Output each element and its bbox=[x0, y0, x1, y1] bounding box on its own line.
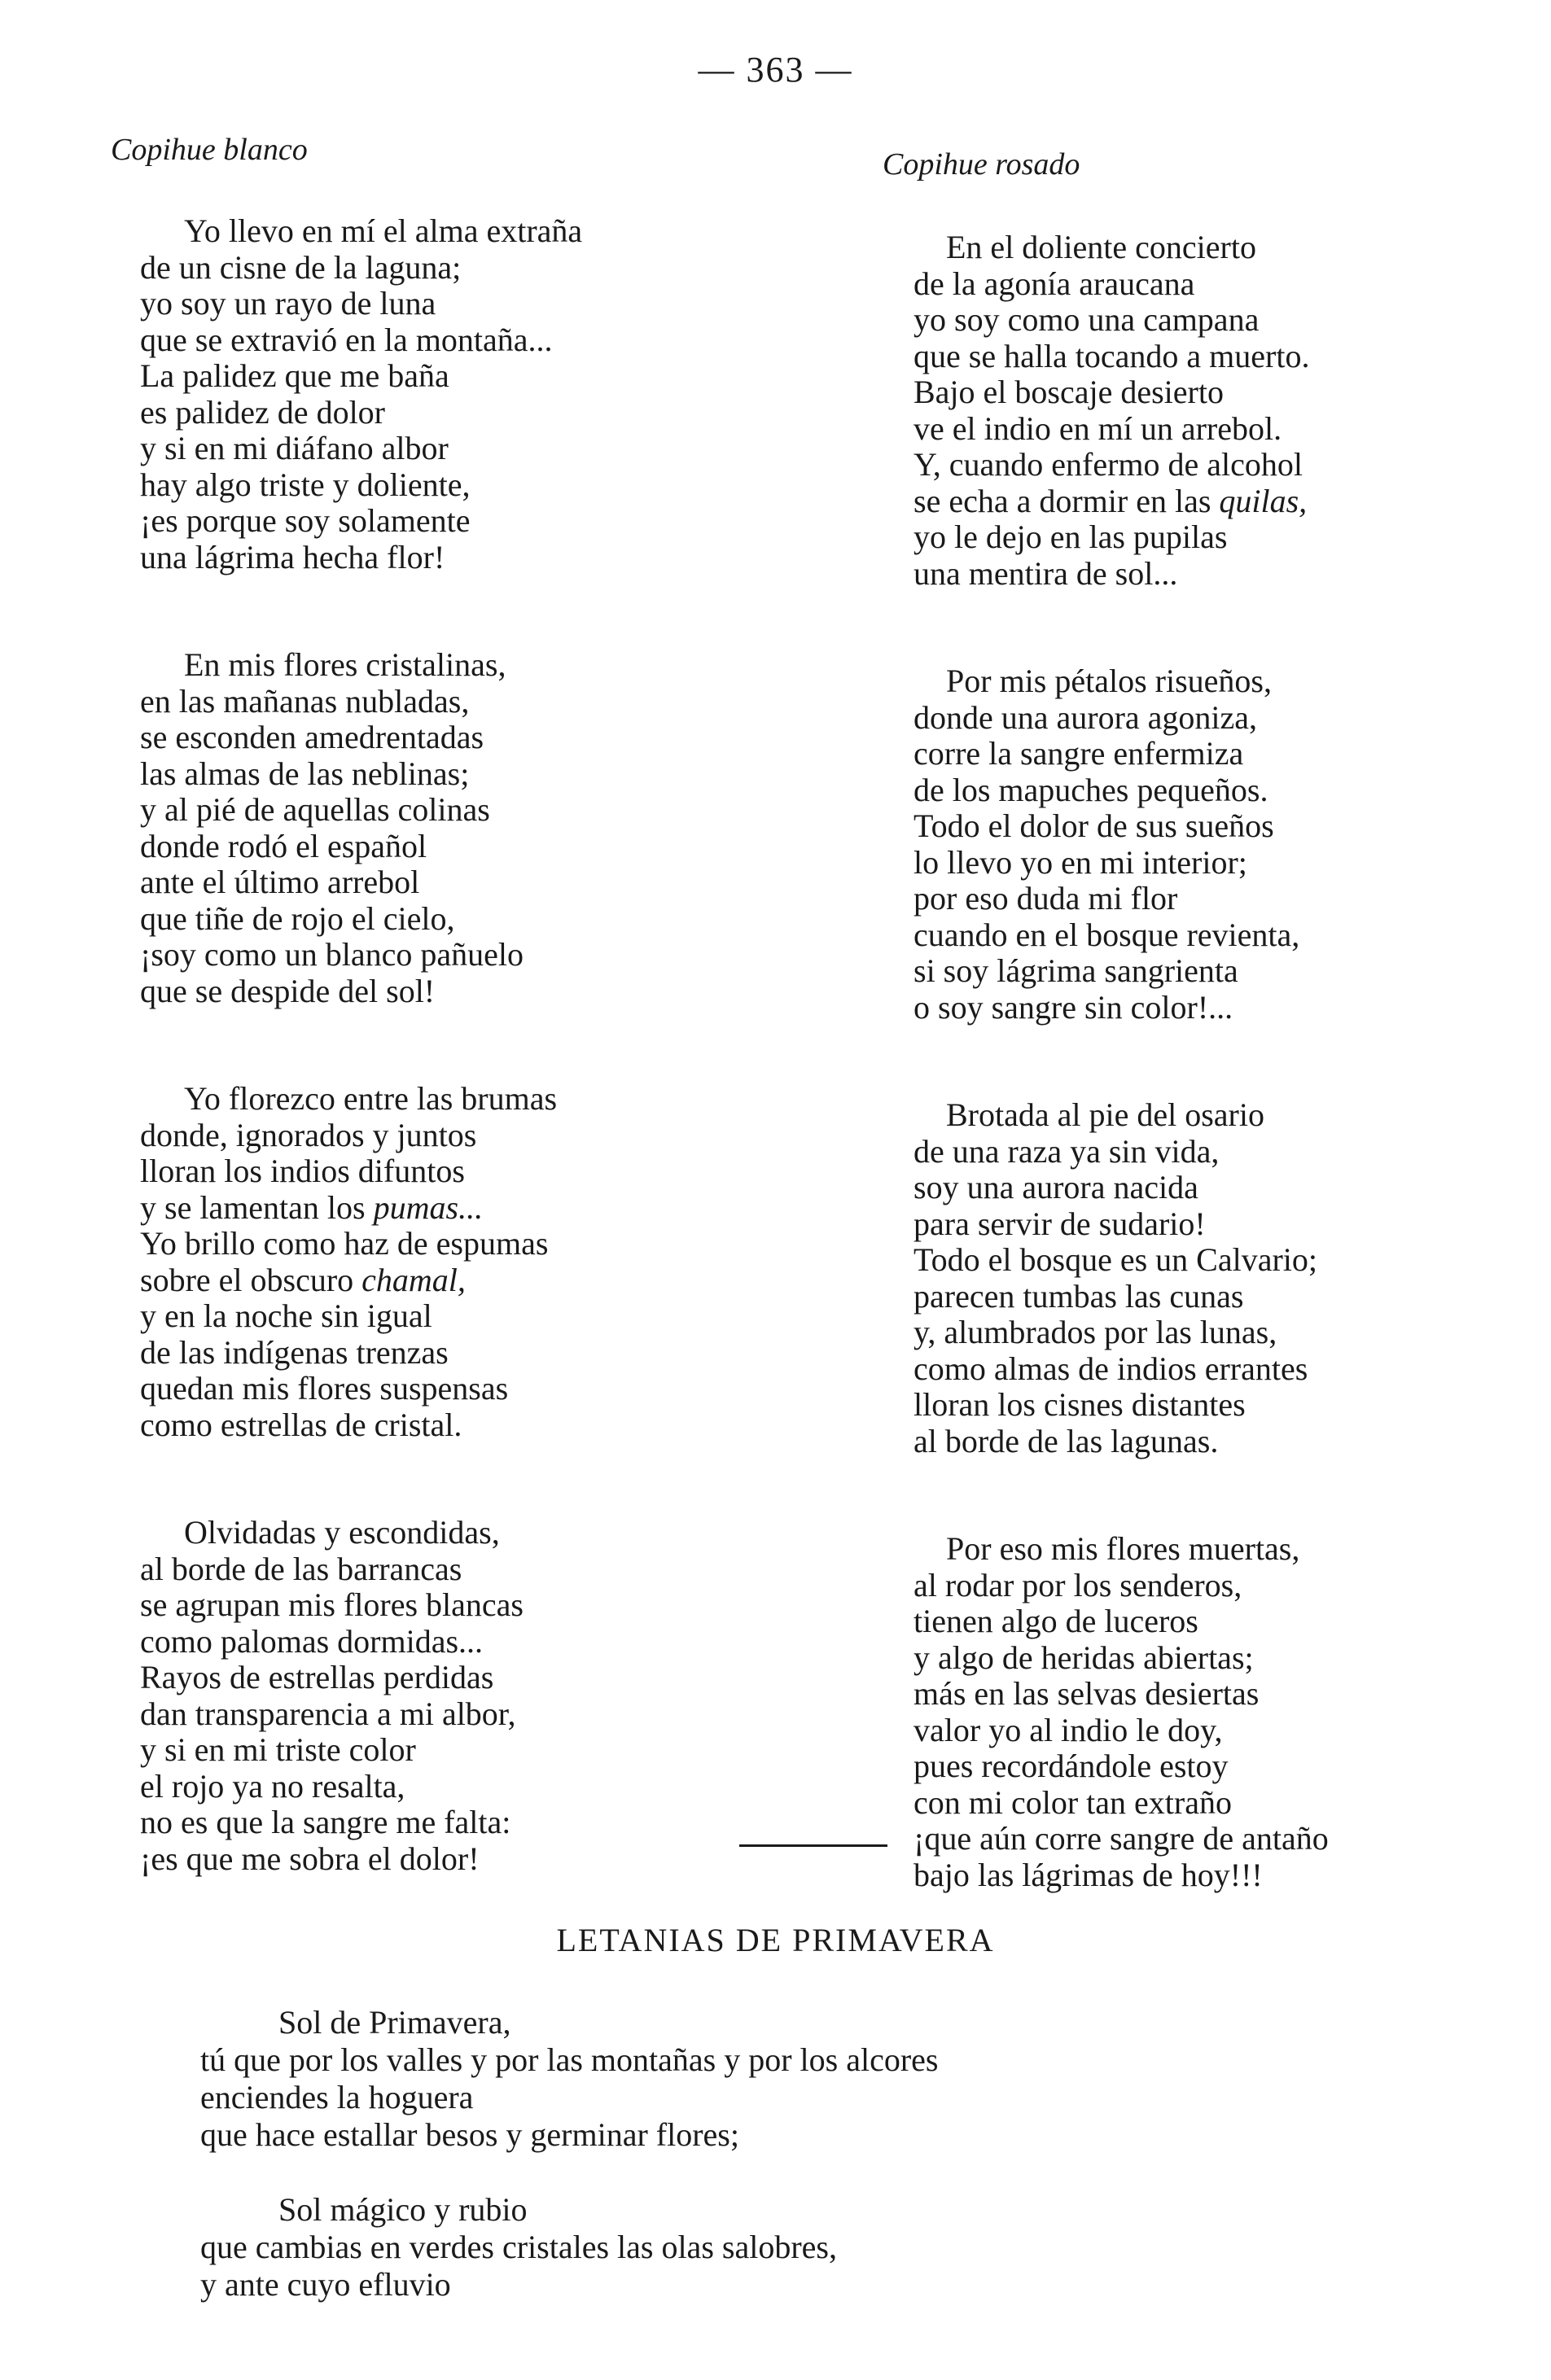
verse-line: de las indígenas trenzas bbox=[140, 1333, 449, 1371]
stanza bbox=[879, 663, 1514, 1026]
verse-line: se agrupan mis flores blancas bbox=[140, 1586, 524, 1623]
verse-line: Bajo el boscaje desierto bbox=[914, 374, 1224, 410]
verse-line: pues recordándole estoy bbox=[914, 1748, 1229, 1784]
verse-line: Sol de Primavera, bbox=[278, 2004, 511, 2041]
poem-title-left: Copihue blanco bbox=[111, 133, 308, 167]
left-column bbox=[111, 132, 803, 1949]
verse-line: yo soy como una campana bbox=[914, 301, 1260, 338]
verse-line: donde una aurora agoniza, bbox=[914, 698, 1258, 736]
verse-line: Yo llevo en mí el alma extraña bbox=[184, 212, 583, 249]
verse-line: que hace estallar besos y germinar flores; bbox=[200, 2116, 739, 2153]
verse-line: yo le dejo en las pupilas bbox=[914, 518, 1228, 555]
verse-line: al borde de las barrancas bbox=[140, 1550, 462, 1587]
verse-line: para servir de sudario! bbox=[914, 1205, 1206, 1242]
verse-line: y al pié de aquellas colinas bbox=[140, 791, 490, 828]
verse-line: no es que la sangre me falta: bbox=[140, 1804, 511, 1840]
verse-line: quedan mis flores suspensas bbox=[140, 1370, 509, 1407]
stanza bbox=[879, 1531, 1514, 1893]
verse-line: lo llevo yo en mi interior; bbox=[914, 843, 1247, 881]
verse-line: que cambias en verdes cristales las olas salobres, bbox=[200, 2229, 837, 2265]
verse-line: Yo brillo como haz de espumas bbox=[140, 1225, 549, 1262]
verse-line: y si en mi diáfano albor bbox=[140, 430, 449, 466]
verse-line: hay algo triste y doliente, bbox=[140, 466, 471, 503]
verse-line: valor yo al indio le doy, bbox=[914, 1711, 1223, 1748]
verse-line: ¡es porque soy solamente bbox=[140, 502, 471, 539]
verse-line: el rojo ya no resalta, bbox=[140, 1767, 405, 1805]
verse-line: lloran los indios difuntos bbox=[140, 1153, 465, 1189]
verse-line: como almas de indios errantes bbox=[914, 1350, 1308, 1387]
verse-line: cuando en el bosque revienta, bbox=[914, 916, 1300, 953]
section-divider bbox=[739, 1844, 887, 1847]
poem-title-right: Copihue rosado bbox=[883, 147, 1080, 182]
verse-line: como estrellas de cristal. bbox=[140, 1406, 462, 1443]
verse-line: Todo el bosque es un Calvario; bbox=[914, 1241, 1317, 1278]
verse-line: bajo las lágrimas de hoy!!! bbox=[914, 1856, 1263, 1893]
stanza bbox=[200, 2004, 1470, 2154]
verse-line: de los mapuches pequeños. bbox=[914, 771, 1268, 808]
stanza bbox=[111, 1515, 803, 1877]
verse-line: por eso duda mi flor bbox=[914, 880, 1178, 917]
verse-line: Sol mágico y rubio bbox=[278, 2191, 528, 2228]
verse-line: ¡que aún corre sangre de antaño bbox=[914, 1820, 1329, 1857]
verse-line: ante el último arrebol bbox=[140, 864, 420, 900]
verse-line: es palidez de dolor bbox=[140, 393, 385, 431]
verse-line: donde, ignorados y juntos bbox=[140, 1116, 477, 1153]
verse-line: y se lamentan los pumas... bbox=[140, 1188, 484, 1226]
verse-line: de la agonía araucana bbox=[914, 265, 1195, 302]
verse-line: yo soy un rayo de luna bbox=[140, 285, 436, 322]
verse-line: donde rodó el español bbox=[140, 827, 427, 864]
verse-line: corre la sangre enfermiza bbox=[914, 735, 1244, 772]
verse-line: dan transparencia a mi albor, bbox=[140, 1695, 516, 1732]
verse-line: una mentira de sol... bbox=[914, 554, 1178, 592]
verse-line: soy una aurora nacida bbox=[914, 1169, 1198, 1205]
verse-line: parecen tumbas las cunas bbox=[914, 1277, 1244, 1315]
page-number: — 363 — bbox=[698, 50, 853, 90]
verse-line: y ante cuyo efluvio bbox=[200, 2266, 451, 2303]
verse-line: se esconden amedrentadas bbox=[140, 719, 484, 755]
verse-line: En el doliente concierto bbox=[946, 229, 1256, 265]
verse-line: si soy lágrima sangrienta bbox=[914, 952, 1238, 989]
verse-line: que se extravió en la montaña... bbox=[140, 321, 553, 358]
verse-line: Por eso mis flores muertas, bbox=[946, 1530, 1300, 1567]
verse-line: que se despide del sol! bbox=[140, 972, 436, 1009]
right-column bbox=[879, 147, 1514, 1965]
verse-line: y algo de heridas abiertas; bbox=[914, 1638, 1254, 1676]
stanza bbox=[879, 1097, 1514, 1459]
verse-line: Todo el dolor de sus sueños bbox=[914, 807, 1274, 844]
verse-line: Y, cuando enfermo de alcohol bbox=[914, 446, 1303, 483]
verse-line: que tiñe de rojo el cielo, bbox=[140, 899, 455, 937]
verse-line: de una raza ya sin vida, bbox=[914, 1132, 1220, 1170]
verse-line: más en las selvas desiertas bbox=[914, 1675, 1260, 1712]
verse-line: con mi color tan extraño bbox=[914, 1783, 1232, 1821]
verse-line: en las mañanas nubladas, bbox=[140, 682, 470, 720]
verse-line: al rodar por los senderos, bbox=[914, 1566, 1242, 1603]
verse-line: Brotada al pie del osario bbox=[946, 1096, 1264, 1133]
verse-line: ¡es que me sobra el dolor! bbox=[140, 1840, 480, 1877]
verse-line: La palidez que me baña bbox=[140, 357, 449, 394]
verse-line: al borde de las lagunas. bbox=[914, 1422, 1219, 1459]
verse-line: enciendes la hoguera bbox=[200, 2079, 474, 2115]
stanza bbox=[111, 213, 803, 575]
verse-line: y, alumbrados por las lunas, bbox=[914, 1314, 1277, 1350]
verse-line: tienen algo de luceros bbox=[914, 1603, 1198, 1639]
letanias-body bbox=[200, 2004, 1470, 2341]
verse-line: se echa a dormir en las quilas, bbox=[914, 482, 1308, 519]
verse-line: sobre el obscuro chamal, bbox=[140, 1261, 466, 1298]
stanza bbox=[200, 2191, 1470, 2303]
stanza bbox=[111, 1081, 803, 1443]
verse-line: como palomas dormidas... bbox=[140, 1622, 484, 1660]
verse-line: tú que por los valles y por las montañas y por los alcores bbox=[200, 2041, 939, 2078]
section-title: LETANIAS DE PRIMAVERA bbox=[556, 1922, 995, 1958]
verse-line: Rayos de estrellas perdidas bbox=[140, 1659, 494, 1695]
verse-line: ¡soy como un blanco pañuelo bbox=[140, 936, 524, 973]
verse-line: Por mis pétalos risueños, bbox=[946, 663, 1272, 699]
stanza bbox=[879, 230, 1514, 592]
verse-line: y en la noche sin igual bbox=[140, 1297, 432, 1334]
verse-line: En mis flores cristalinas, bbox=[184, 646, 506, 683]
verse-line: que se halla tocando a muerto. bbox=[914, 337, 1310, 374]
stanza bbox=[111, 647, 803, 1009]
verse-line: ve el indio en mí un arrebol. bbox=[914, 409, 1282, 447]
verse-line: o soy sangre sin color!... bbox=[914, 988, 1233, 1026]
right-poem-body bbox=[879, 230, 1514, 1893]
verse-line: Yo florezco entre las brumas bbox=[184, 1080, 558, 1117]
verse-line: una lágrima hecha flor! bbox=[140, 538, 445, 575]
verse-line: Olvidadas y escondidas, bbox=[184, 1514, 500, 1551]
verse-line: y si en mi triste color bbox=[140, 1731, 416, 1768]
left-poem-body bbox=[111, 213, 803, 1877]
verse-line: las almas de las neblinas; bbox=[140, 755, 470, 792]
verse-line: de un cisne de la laguna; bbox=[140, 248, 462, 286]
verse-line: lloran los cisnes distantes bbox=[914, 1386, 1246, 1423]
